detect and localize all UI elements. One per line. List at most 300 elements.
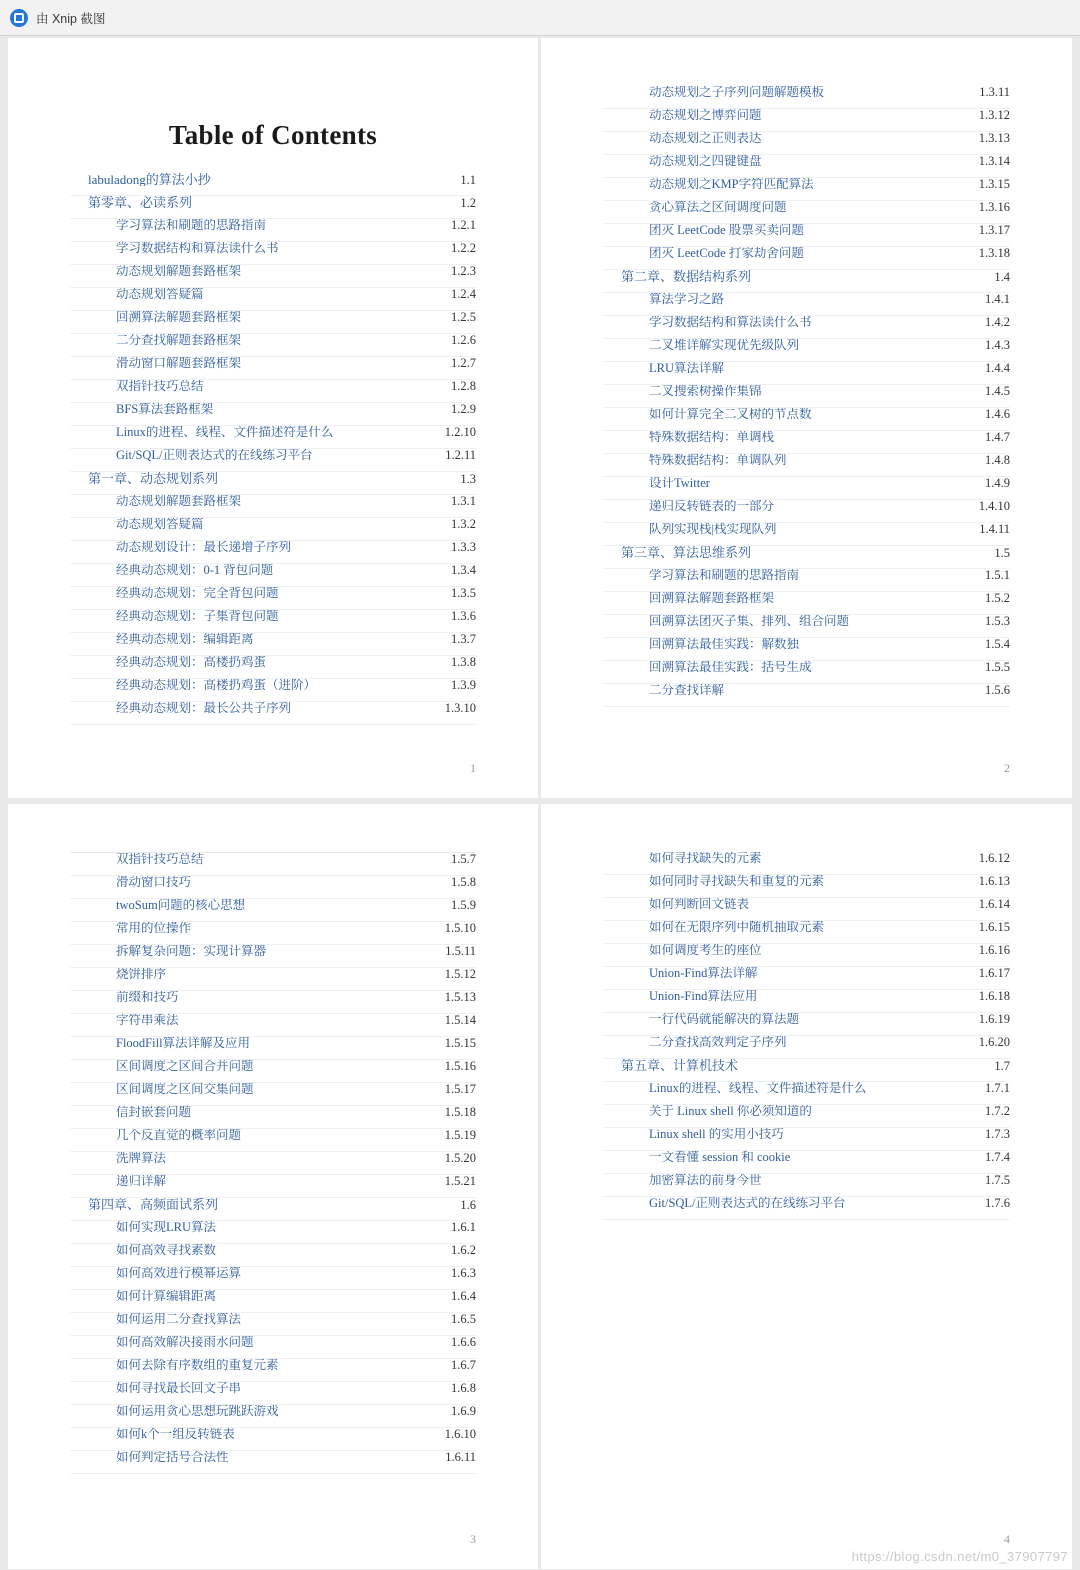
toc-entry-label: 动态规划之KMP字符匹配算法: [649, 178, 814, 191]
toc-entry-label: 一行代码就能解决的算法题: [649, 1013, 800, 1026]
toc-entry-label: Linux shell 的实用小技巧: [649, 1128, 784, 1141]
toc-entry[interactable]: [603, 1036, 1010, 1059]
toc-entry-number: 1.6.5: [451, 1312, 476, 1326]
toc-entry-label: 二分查找详解: [649, 684, 725, 697]
toc-entry-label: 二叉堆详解实现优先级队列: [649, 339, 800, 352]
toc-entry-label: 第三章、算法思维系列: [621, 546, 752, 559]
toc-entry[interactable]: [603, 385, 1010, 408]
toc-entry-label: 第一章、动态规划系列: [88, 472, 219, 485]
toc-entry[interactable]: [70, 357, 476, 380]
toc-entry-label: 特殊数据结构：单调队列: [649, 454, 787, 467]
toc-entry[interactable]: [70, 1106, 476, 1129]
toc-entry[interactable]: [70, 495, 476, 518]
toc-entry-label: Git/SQL/正则表达式的在线练习平台: [116, 449, 313, 462]
toc-entry[interactable]: [603, 1151, 1010, 1174]
toc-entry-label: 如何计算编辑距离: [116, 1290, 217, 1303]
toc-entry[interactable]: [603, 477, 1010, 500]
watermark: https://blog.csdn.net/m0_37907797: [851, 1549, 1068, 1564]
toc-entry-label: 动态规划答疑篇: [116, 518, 204, 531]
toc-entry-label: 学习算法和刷题的思路指南: [116, 219, 267, 232]
toc-entry-label: 几个反直觉的概率问题: [116, 1129, 242, 1142]
toc-entry[interactable]: [603, 316, 1010, 339]
toc-entry-number: 1.4.7: [985, 430, 1010, 444]
toc-entry-number: 1.5.6: [985, 683, 1010, 697]
toc-entry-label: 一文看懂 session 和 cookie: [649, 1151, 791, 1164]
toc-entry-label: 常用的位操作: [116, 922, 192, 935]
toc-entry-label: 如何同时寻找缺失和重复的元素: [649, 875, 825, 888]
toc-entry[interactable]: [70, 587, 476, 610]
toc-entry[interactable]: [603, 109, 1010, 132]
toc-entry-number: 1.5.10: [444, 921, 476, 935]
toc-entry-label: Union-Find算法应用: [649, 990, 758, 1003]
toc-entry-label: 动态规划解题套路框架: [116, 495, 242, 508]
toc-entry[interactable]: [603, 638, 1010, 661]
toc-entry[interactable]: [70, 449, 476, 472]
toc-entry-number: 1.3.17: [978, 223, 1010, 237]
toc-entry-number: 1.3: [460, 472, 476, 486]
toc-entry[interactable]: [70, 173, 476, 196]
toc-entry-number: 1.7.4: [985, 1150, 1010, 1164]
toc-entry-label: 字符串乘法: [116, 1014, 179, 1027]
toc-entry[interactable]: [603, 178, 1010, 201]
toc-entry[interactable]: [70, 1244, 476, 1267]
toc-entry-label: 如何运用二分查找算法: [116, 1313, 242, 1326]
toc-entry-label: 第二章、数据结构系列: [621, 270, 752, 283]
toc-entry[interactable]: [70, 899, 476, 922]
document-pages: [0, 36, 1080, 1570]
toc-entry-number: 1.5.2: [985, 591, 1010, 605]
toc-entry-number: 1.2.5: [451, 310, 476, 324]
document-page-4: [541, 804, 1072, 1569]
toc-entry-number: 1.3.6: [451, 609, 476, 623]
toc-entry[interactable]: [603, 615, 1010, 638]
toc-entry-label: 学习算法和刷题的思路指南: [649, 569, 800, 582]
toc-entry[interactable]: [603, 967, 1010, 990]
toc-entry-label: 区间调度之区间合并问题: [116, 1060, 254, 1073]
toc-entry-label: 洗牌算法: [116, 1152, 167, 1165]
toc-entry[interactable]: [70, 518, 476, 541]
toc-entry[interactable]: [70, 1037, 476, 1060]
toc-entry-label: Git/SQL/正则表达式的在线练习平台: [649, 1197, 846, 1210]
toc-entry-number: 1.7.2: [985, 1104, 1010, 1118]
toc-entry-label: 经典动态规划：0-1 背包问题: [116, 564, 274, 577]
toc-entry-number: 1.4.9: [985, 476, 1010, 490]
toc-entry-label: 如何计算完全二叉树的节点数: [649, 408, 812, 421]
toc-entry-number: 1.2.1: [451, 218, 476, 232]
toc-entry-number: 1.3.3: [451, 540, 476, 554]
toc-entry[interactable]: [603, 898, 1010, 921]
toc-entry[interactable]: [603, 500, 1010, 523]
toc-entry[interactable]: [70, 633, 476, 656]
toc-entry-label: 滑动窗口解题套路框架: [116, 357, 242, 370]
toc-entry-label: 动态规划之正则表达: [649, 132, 762, 145]
toc-entry[interactable]: [70, 853, 476, 876]
toc-entry[interactable]: [70, 945, 476, 968]
toc-entry-label: 如何高效进行模幂运算: [116, 1267, 242, 1280]
toc-entry-number: 1.3.15: [978, 177, 1010, 191]
toc-entry-number: 1.3.4: [451, 563, 476, 577]
toc-entry-number: 1.6.18: [978, 989, 1010, 1003]
toc-entry-label: Linux的进程、线程、文件描述符是什么: [116, 426, 334, 439]
toc-entry[interactable]: [603, 1059, 1010, 1082]
toc-entry[interactable]: [603, 1174, 1010, 1197]
toc-entry[interactable]: [70, 991, 476, 1014]
toc-entry-number: 1.5.9: [451, 898, 476, 912]
toc-entry-number: 1.6.15: [978, 920, 1010, 934]
toc-entry-label: 经典动态规划：完全背包问题: [116, 587, 279, 600]
toc-entry-number: 1.6.2: [451, 1243, 476, 1257]
toc-list-page-4: [603, 852, 1010, 1220]
toc-entry-label: BFS算法套路框架: [116, 403, 214, 416]
toc-entry-number: 1.5.16: [444, 1059, 476, 1073]
toc-entry-number: 1.4.3: [985, 338, 1010, 352]
toc-entry[interactable]: [70, 1313, 476, 1336]
toc-entry-label: 学习数据结构和算法读什么书: [116, 242, 279, 255]
toc-entry-number: 1.7: [994, 1059, 1010, 1073]
toc-entry[interactable]: [603, 569, 1010, 592]
toc-entry-number: 1.5.19: [444, 1128, 476, 1142]
toc-entry[interactable]: [603, 247, 1010, 270]
document-page-1: [8, 38, 538, 798]
toc-entry[interactable]: [603, 1082, 1010, 1105]
toc-entry-number: 1.3.12: [978, 108, 1010, 122]
toc-entry-number: 1.4.5: [985, 384, 1010, 398]
toc-entry-number: 1.7.6: [985, 1196, 1010, 1210]
toc-entry-number: 1.3.8: [451, 655, 476, 669]
toc-entry-number: 1.2.11: [445, 448, 476, 462]
toc-entry[interactable]: [70, 1129, 476, 1152]
toc-entry-number: 1.3.5: [451, 586, 476, 600]
toc-entry[interactable]: [70, 311, 476, 334]
toc-entry-label: labuladong的算法小抄: [88, 173, 211, 186]
toc-entry-number: 1.5.12: [444, 967, 476, 981]
toc-entry-label: 滑动窗口技巧: [116, 876, 192, 889]
toc-entry-number: 1.3.1: [451, 494, 476, 508]
toc-entry[interactable]: [70, 472, 476, 495]
toc-entry-number: 1.2.7: [451, 356, 476, 370]
toc-entry-number: 1.4.2: [985, 315, 1010, 329]
toc-entry-label: 区间调度之区间交集问题: [116, 1083, 254, 1096]
toc-entry[interactable]: [70, 1198, 476, 1221]
toc-entry-number: 1.1: [460, 173, 476, 187]
toc-entry[interactable]: [603, 1128, 1010, 1151]
toc-entry-label: 如何实现LRU算法: [116, 1221, 217, 1234]
toc-entry[interactable]: [70, 1267, 476, 1290]
toc-entry-number: 1.3.13: [978, 131, 1010, 145]
toc-entry-number: 1.6.9: [451, 1404, 476, 1418]
toc-entry-number: 1.7.1: [985, 1081, 1010, 1095]
toc-entry-number: 1.6.20: [978, 1035, 1010, 1049]
page-number: 1: [470, 761, 476, 775]
toc-entry-label: 动态规划之子序列问题解题模板: [649, 86, 825, 99]
toc-entry-number: 1.5.14: [444, 1013, 476, 1027]
toc-entry-number: 1.5.17: [444, 1082, 476, 1096]
toc-entry-label: 动态规划设计：最长递增子序列: [116, 541, 292, 554]
toc-entry-label: 信封嵌套问题: [116, 1106, 192, 1119]
toc-entry[interactable]: [603, 454, 1010, 477]
toc-entry-number: 1.5.13: [444, 990, 476, 1004]
toc-entry-label: 如何高效解决接雨水问题: [116, 1336, 254, 1349]
toc-entry-label: 经典动态规划：最长公共子序列: [116, 702, 292, 715]
toc-entry-number: 1.7.5: [985, 1173, 1010, 1187]
toc-entry-label: 拆解复杂问题：实现计算器: [116, 945, 267, 958]
toc-entry-number: 1.6.3: [451, 1266, 476, 1280]
toc-entry-number: 1.5: [994, 546, 1010, 560]
toc-entry-label: 算法学习之路: [649, 293, 725, 306]
toc-entry[interactable]: [603, 339, 1010, 362]
toc-list-page-3: [70, 853, 476, 1474]
toc-entry-label: 加密算法的前身今世: [649, 1174, 762, 1187]
toc-entry-number: 1.6.19: [978, 1012, 1010, 1026]
toc-entry-number: 1.2.4: [451, 287, 476, 301]
toc-entry-number: 1.5.21: [444, 1174, 476, 1188]
toc-entry[interactable]: [70, 334, 476, 357]
toc-entry[interactable]: [70, 380, 476, 403]
toc-entry-label: 动态规划解题套路框架: [116, 265, 242, 278]
page-number: 2: [1004, 761, 1010, 775]
toc-entry[interactable]: [70, 288, 476, 311]
toc-entry-label: 动态规划之四键键盘: [649, 155, 762, 168]
toc-entry-number: 1.5.20: [444, 1151, 476, 1165]
toc-entry[interactable]: [70, 1451, 476, 1474]
toc-entry-label: 如何判定括号合法性: [116, 1451, 229, 1464]
toc-entry[interactable]: [603, 546, 1010, 569]
toc-entry[interactable]: [603, 431, 1010, 454]
toc-entry[interactable]: [70, 1290, 476, 1313]
toc-entry-number: 1.6.17: [978, 966, 1010, 980]
toc-entry-label: twoSum问题的核心思想: [116, 899, 246, 912]
toc-entry[interactable]: [603, 362, 1010, 385]
toc-entry-number: 1.6.16: [978, 943, 1010, 957]
toc-entry-label: 如何寻找缺失的元素: [649, 852, 762, 865]
toc-entry[interactable]: [70, 656, 476, 679]
toc-entry-label: 递归详解: [116, 1175, 167, 1188]
toc-entry-label: 前缀和技巧: [116, 991, 179, 1004]
toc-entry-label: 二分查找解题套路框架: [116, 334, 242, 347]
toc-entry[interactable]: [70, 1359, 476, 1382]
toc-entry[interactable]: [603, 592, 1010, 615]
page-title: Table of Contents: [168, 120, 378, 150]
toc-entry-number: 1.6.4: [451, 1289, 476, 1303]
toc-entry[interactable]: [70, 876, 476, 899]
toc-entry-number: 1.6: [460, 1198, 476, 1212]
toc-entry-number: 1.5.15: [444, 1036, 476, 1050]
toc-entry-label: 如何寻找最长回文子串: [116, 1382, 242, 1395]
toc-entry[interactable]: [603, 293, 1010, 316]
toc-entry[interactable]: [70, 1382, 476, 1405]
toc-entry[interactable]: [603, 224, 1010, 247]
toc-entry-number: 1.6.11: [445, 1450, 476, 1464]
page-number: 3: [470, 1532, 476, 1546]
toc-entry-number: 1.4.6: [985, 407, 1010, 421]
toc-entry-number: 1.4.4: [985, 361, 1010, 375]
toc-entry-number: 1.7.3: [985, 1127, 1010, 1141]
toc-entry-number: 1.5.1: [985, 568, 1010, 582]
toc-entry-label: 关于 Linux shell 你必须知道的: [649, 1105, 812, 1118]
toc-entry[interactable]: [70, 196, 476, 219]
toc-entry[interactable]: [603, 1197, 1010, 1220]
toc-entry-number: 1.4.1: [985, 292, 1010, 306]
toc-entry-number: 1.4.8: [985, 453, 1010, 467]
toc-list-page-1: [70, 173, 476, 725]
toc-entry-label: 如何高效寻找素数: [116, 1244, 217, 1257]
toc-entry-label: 经典动态规划：高楼扔鸡蛋（进阶）: [116, 679, 317, 692]
toc-entry-label: 动态规划答疑篇: [116, 288, 204, 301]
toc-entry[interactable]: [70, 1014, 476, 1037]
toc-entry-label: 如何在无限序列中随机抽取元素: [649, 921, 825, 934]
window-title: 由 Xnip 截图: [36, 11, 106, 26]
toc-entry[interactable]: [70, 403, 476, 426]
toc-entry-label: 如何运用贪心思想玩跳跃游戏: [116, 1405, 279, 1418]
toc-entry-number: 1.2.2: [451, 241, 476, 255]
toc-entry[interactable]: [70, 541, 476, 564]
toc-entry[interactable]: [70, 610, 476, 633]
toc-list-page-2: [603, 86, 1010, 707]
toc-entry-number: 1.2.8: [451, 379, 476, 393]
toc-entry-label: 二叉搜索树操作集锦: [649, 385, 762, 398]
toc-entry-label: 双指针技巧总结: [116, 380, 204, 393]
toc-entry[interactable]: [70, 426, 476, 449]
toc-entry-label: 特殊数据结构：单调栈: [649, 431, 775, 444]
toc-entry[interactable]: [70, 1152, 476, 1175]
toc-entry-number: 1.6.12: [978, 851, 1010, 865]
toc-entry-label: 二分查找高效判定子序列: [649, 1036, 787, 1049]
toc-entry-number: 1.4: [994, 270, 1010, 284]
toc-entry-label: 回溯算法解题套路框架: [116, 311, 242, 324]
toc-entry[interactable]: [70, 1060, 476, 1083]
toc-entry-label: 经典动态规划：子集背包问题: [116, 610, 279, 623]
toc-entry-label: 如何调度考生的座位: [649, 944, 762, 957]
toc-entry[interactable]: [70, 922, 476, 945]
document-page-2: [541, 38, 1072, 798]
toc-entry-label: 如何k个一组反转链表: [116, 1428, 235, 1441]
window-titlebar: [0, 0, 1080, 36]
toc-entry-label: 回溯算法最佳实践：解数独: [649, 638, 800, 651]
toc-entry-number: 1.5.18: [444, 1105, 476, 1119]
toc-entry[interactable]: [603, 155, 1010, 178]
page-number: 4: [1004, 1532, 1010, 1546]
toc-entry-number: 1.3.2: [451, 517, 476, 531]
toc-entry-label: 动态规划之博弈问题: [649, 109, 762, 122]
toc-entry-label: 设计Twitter: [649, 477, 710, 490]
toc-entry-label: 如何判断回文链表: [649, 898, 750, 911]
page-top-spacer: [603, 804, 1010, 852]
toc-entry-label: 回溯算法团灭子集、排列、组合问题: [649, 615, 850, 628]
toc-entry[interactable]: [603, 523, 1010, 546]
toc-entry-number: 1.3.11: [979, 85, 1010, 99]
toc-entry-label: 学习数据结构和算法读什么书: [649, 316, 812, 329]
xnip-icon: [10, 9, 28, 27]
toc-entry-label: 第五章、计算机技术: [621, 1059, 739, 1072]
toc-entry-number: 1.3.9: [451, 678, 476, 692]
toc-entry-label: LRU算法详解: [649, 362, 725, 375]
toc-entry[interactable]: [70, 1221, 476, 1244]
toc-entry[interactable]: [603, 270, 1010, 293]
toc-entry-label: 队列实现栈|栈实现队列: [649, 523, 777, 536]
toc-entry-label: 团灭 LeetCode 股票买卖问题: [649, 224, 804, 237]
toc-entry[interactable]: [603, 201, 1010, 224]
toc-entry-number: 1.5.7: [451, 852, 476, 866]
toc-entry[interactable]: [70, 702, 476, 725]
toc-entry-label: Linux的进程、线程、文件描述符是什么: [649, 1082, 867, 1095]
toc-entry[interactable]: [603, 944, 1010, 967]
toc-entry-label: 如何去除有序数组的重复元素: [116, 1359, 279, 1372]
toc-entry-number: 1.2: [460, 196, 476, 210]
document-page-3: [8, 804, 538, 1569]
toc-entry-label: 经典动态规划：高楼扔鸡蛋: [116, 656, 267, 669]
toc-entry-number: 1.6.10: [444, 1427, 476, 1441]
toc-entry-number: 1.6.14: [978, 897, 1010, 911]
toc-entry[interactable]: [70, 1175, 476, 1198]
toc-entry-label: 双指针技巧总结: [116, 853, 204, 866]
toc-entry-number: 1.2.10: [444, 425, 476, 439]
toc-entry[interactable]: [70, 1405, 476, 1428]
toc-entry[interactable]: [603, 1105, 1010, 1128]
toc-entry-number: 1.5.8: [451, 875, 476, 889]
toc-entry-label: 回溯算法解题套路框架: [649, 592, 775, 605]
toc-entry-number: 1.2.6: [451, 333, 476, 347]
toc-entry[interactable]: [70, 679, 476, 702]
toc-entry-label: 经典动态规划：编辑距离: [116, 633, 254, 646]
toc-entry[interactable]: [603, 1013, 1010, 1036]
toc-entry-label: 烧饼排序: [116, 968, 167, 981]
toc-entry-label: 回溯算法最佳实践：括号生成: [649, 661, 812, 674]
toc-entry[interactable]: [603, 408, 1010, 431]
toc-entry[interactable]: [70, 564, 476, 587]
toc-entry-number: 1.3.16: [978, 200, 1010, 214]
toc-entry[interactable]: [603, 132, 1010, 155]
toc-entry-label: Union-Find算法详解: [649, 967, 758, 980]
toc-entry[interactable]: [70, 968, 476, 991]
toc-entry-number: 1.6.7: [451, 1358, 476, 1372]
toc-entry-number: 1.6.8: [451, 1381, 476, 1395]
toc-entry[interactable]: [603, 661, 1010, 684]
toc-entry-number: 1.3.7: [451, 632, 476, 646]
page-top-spacer: [70, 804, 476, 852]
toc-entry[interactable]: [603, 875, 1010, 898]
toc-entry-label: 递归反转链表的一部分: [649, 500, 775, 513]
toc-entry-number: 1.4.10: [978, 499, 1010, 513]
toc-entry-number: 1.5.11: [445, 944, 476, 958]
page-top-spacer: [603, 38, 1010, 86]
toc-entry-number: 1.5.3: [985, 614, 1010, 628]
toc-entry-number: 1.3.14: [978, 154, 1010, 168]
toc-entry-label: 贪心算法之区间调度问题: [649, 201, 787, 214]
toc-entry[interactable]: [603, 990, 1010, 1013]
toc-entry[interactable]: [70, 219, 476, 242]
toc-entry-number: 1.2.3: [451, 264, 476, 278]
toc-entry[interactable]: [70, 1428, 476, 1451]
toc-entry-number: 1.3.10: [444, 701, 476, 715]
toc-entry[interactable]: [603, 921, 1010, 944]
toc-entry-label: 第四章、高频面试系列: [88, 1198, 219, 1211]
toc-entry-number: 1.3.18: [978, 246, 1010, 260]
toc-entry-number: 1.5.5: [985, 660, 1010, 674]
toc-entry-label: FloodFill算法详解及应用: [116, 1037, 251, 1050]
toc-entry[interactable]: [603, 852, 1010, 875]
toc-entry[interactable]: [70, 1083, 476, 1106]
toc-entry[interactable]: [70, 1336, 476, 1359]
toc-entry-number: 1.6.13: [978, 874, 1010, 888]
toc-entry-label: 第零章、必读系列: [88, 196, 193, 209]
toc-entry[interactable]: [603, 86, 1010, 109]
toc-entry[interactable]: [603, 684, 1010, 707]
toc-entry-number: 1.5.4: [985, 637, 1010, 651]
toc-entry[interactable]: [70, 242, 476, 265]
toc-entry-number: 1.6.6: [451, 1335, 476, 1349]
toc-entry[interactable]: [70, 265, 476, 288]
toc-entry-number: 1.4.11: [979, 522, 1010, 536]
